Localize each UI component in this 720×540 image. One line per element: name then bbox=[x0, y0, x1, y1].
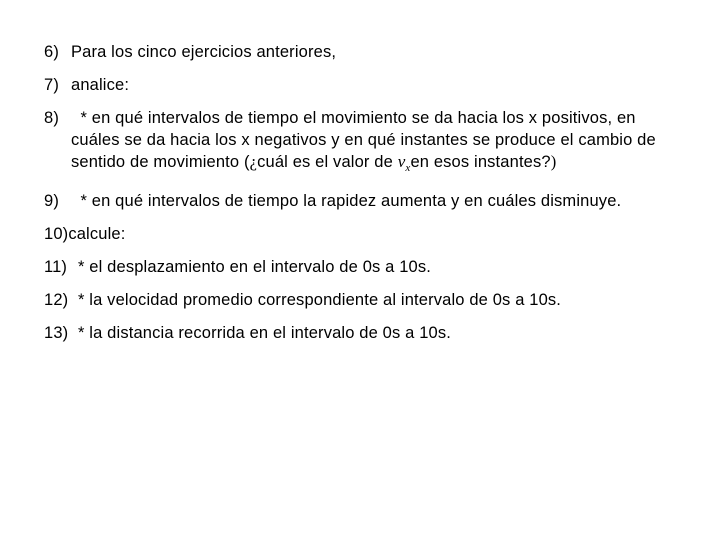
item-text bbox=[44, 107, 684, 179]
list-item-6 bbox=[44, 41, 684, 63]
list-item-8 bbox=[44, 107, 684, 179]
item-text: Para los cinco ejercicios anteriores, bbox=[71, 43, 337, 61]
list-item-12 bbox=[44, 289, 684, 311]
item-number: 8) bbox=[44, 109, 59, 127]
item-text-after: en esos instantes? bbox=[410, 153, 551, 171]
velocity-variable: v bbox=[397, 152, 406, 171]
list-item-13 bbox=[44, 322, 684, 344]
item-number: 7) bbox=[44, 76, 59, 94]
item-number: 12) bbox=[44, 291, 69, 309]
list-item-7 bbox=[44, 74, 684, 96]
item-number: 9) bbox=[44, 192, 59, 210]
item-text-main: * en qué intervalos de tiempo el movimiento se da hacia los x positivos, en cuáles se da hacia los x negativos y en qué instantes se produce el cambio de sentido de movimiento ( bbox=[71, 109, 661, 171]
item-number: 11) bbox=[44, 258, 68, 276]
item-text: calcule: bbox=[68, 225, 126, 243]
item-number: 13) bbox=[44, 324, 69, 342]
list-item-11 bbox=[44, 256, 684, 278]
item-number: 10) bbox=[44, 225, 69, 243]
paren-close: ) bbox=[550, 152, 557, 171]
list-item-9 bbox=[44, 190, 684, 212]
question-open: ¿ bbox=[249, 152, 258, 171]
item-text: * el desplazamiento en el intervalo de 0s a 10s. bbox=[78, 258, 431, 276]
exercise-list bbox=[44, 41, 684, 344]
item-number: 6) bbox=[44, 43, 59, 61]
item-text: * la distancia recorrida en el intervalo de 0s a 10s. bbox=[78, 324, 451, 342]
item-text-mid: cuál es el valor de bbox=[257, 153, 398, 171]
velocity-subscript: x bbox=[405, 162, 411, 174]
list-item-10 bbox=[44, 223, 684, 245]
item-text: * en qué intervalos de tiempo la rapidez aumenta y en cuáles disminuye. bbox=[71, 192, 622, 210]
item-text: analice: bbox=[71, 76, 130, 94]
item-text: * la velocidad promedio correspondiente al intervalo de 0s a 10s. bbox=[78, 291, 562, 309]
